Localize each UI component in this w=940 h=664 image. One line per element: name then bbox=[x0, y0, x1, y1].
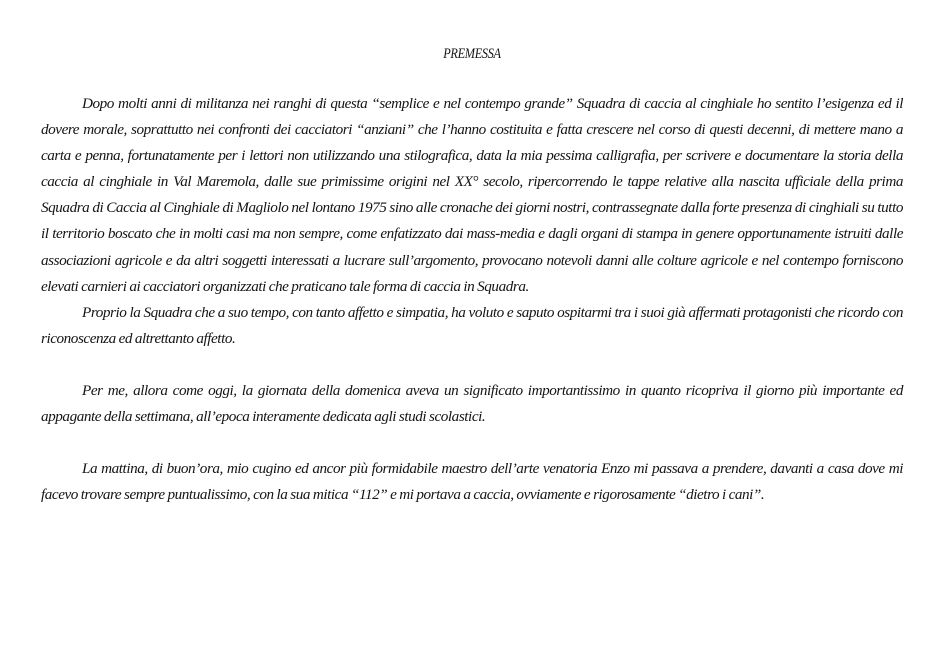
document-page bbox=[41, 40, 903, 508]
document-title: PREMESSA bbox=[443, 46, 501, 62]
paragraph-intro: Dopo molti anni di militanza nei ranghi di questa “semplice e nel contempo grande” Squadra di caccia al cinghiale ho sentito l’esigenza ed il dovere morale, soprattutto nei confronti dei cacciatori “anziani” che l’hanno costituita e fatta crescere nel corso di questi decenni, di mettere mano a carta e penna, fortunatamente per i lettori non utilizzando una stilografica, data la mia pessima calligrafia, per scrivere e documentare la storia della caccia al cinghiale in Val Maremola, dalle sue primissime origini nel XX° secolo, ripercorrendo le tappe relative alla nascita ufficiale della prima Squadra di Caccia al Cinghiale di Magliolo nel lontano 1975 sino alle cronache dei giorni nostri, contrassegnate dalla forte presenza di cinghiali su tutto il territorio boscato che in molti casi ma non sempre, come enfatizzato dai mass-media e dagli organi di stampa in genere opportunamente istruiti dalle associazioni agricole e da altri soggetti interessati a lucrare sull’argomento, provocano notevoli danni alle colture agricole e nel contempo forniscono elevati carnieri ai cacciatori organizzati che praticano tale forma di caccia in Squadra. bbox=[41, 95, 903, 295]
paragraph-mattina: La mattina, di buon’ora, mio cugino ed ancor più formidabile maestro dell’arte venatoria Enzo mi passava a prendere, davanti a casa dove mi facevo trovare sempre puntualissimo, con la sua mitica “112” e mi portava a caccia, ovviamente e rigorosamente “dietro i cani”. bbox=[41, 460, 903, 504]
paragraph-spacer bbox=[41, 430, 903, 456]
paragraph-spacer bbox=[41, 352, 903, 378]
paragraph-squadra: Proprio la Squadra che a suo tempo, con tanto affetto e simpatia, ha voluto e saputo ospitarmi tra i suoi già affermati protagonisti che ricordo con riconoscenza ed altrettanto affetto. bbox=[41, 303, 903, 347]
paragraph-domenica: Per me, allora come oggi, la giornata della domenica aveva un significato importantissimo in quanto ricopriva il giorno più importante ed appagante della settimana, all’epoca interamente dedicata agli studi scolastici. bbox=[41, 381, 903, 426]
